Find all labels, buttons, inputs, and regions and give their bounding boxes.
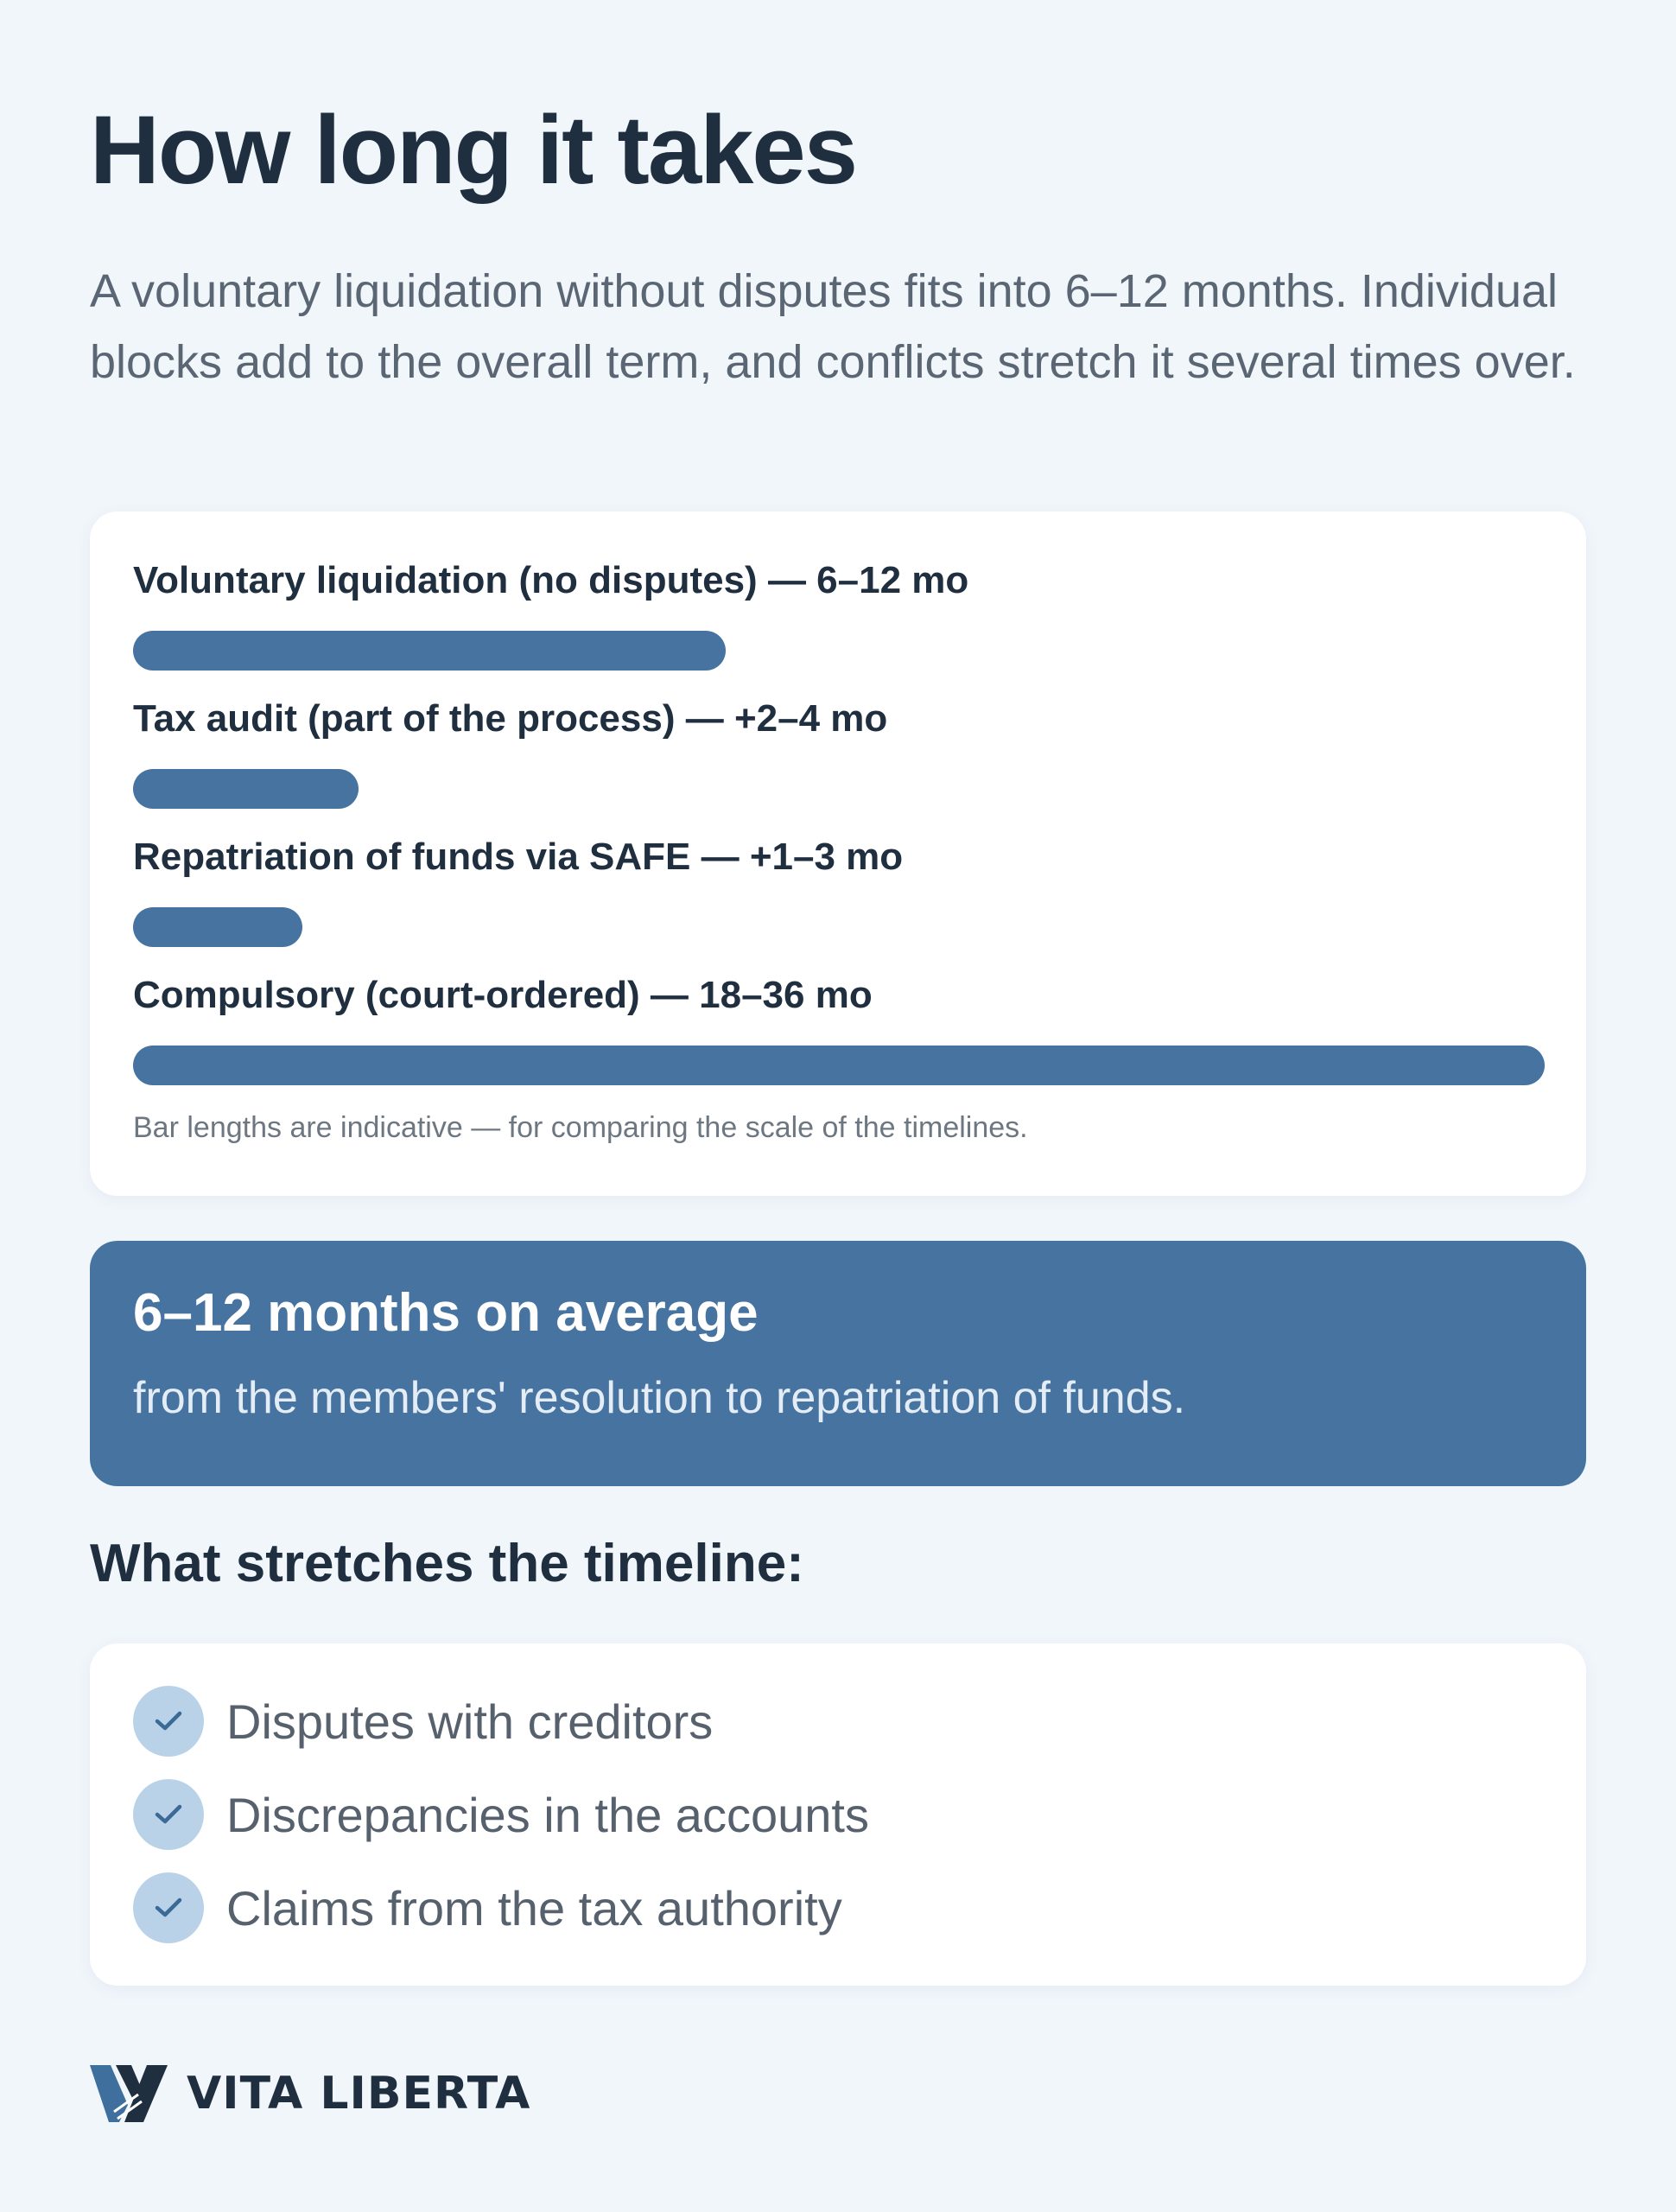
timeline-item [133, 555, 1545, 671]
list-item [133, 1685, 713, 1758]
list-item-text: Claims from the tax authority [226, 1880, 842, 1936]
list-item-text: Disputes with creditors [226, 1694, 714, 1749]
check-icon [133, 1779, 204, 1850]
list-item [133, 1778, 869, 1851]
average-callout-text: from the members' resolution to repatriation of funds. [133, 1373, 1186, 1423]
timeline-bar-track [133, 1046, 1545, 1085]
stretch-heading: What stretches the timeline: [90, 1534, 804, 1593]
timeline-item-label: Repatriation of funds via SAFE — +1–3 mo [133, 836, 904, 878]
page-title: How long it takes [90, 96, 856, 204]
timeline-bar-track [133, 631, 1545, 671]
timeline-note: Bar lengths are indicative — for comparing the scale of the timelines. [133, 1111, 1028, 1144]
intro-text: A voluntary liquidation without disputes fits into 6–12 months. Individual blocks add to the overall term, and conflicts stretch it several times over. [90, 265, 1576, 388]
check-icon [133, 1872, 204, 1943]
stretch-card [90, 1643, 1586, 1986]
timeline-item-label: Compulsory (court-ordered) — 18–36 mo [133, 974, 873, 1016]
timeline-bar-track [133, 769, 1545, 809]
average-callout [90, 1241, 1586, 1486]
average-callout-title: 6–12 months on average [133, 1283, 759, 1343]
list-item-text: Discrepancies in the accounts [226, 1787, 869, 1842]
timeline-bar [133, 769, 359, 809]
timeline-item [133, 693, 1545, 809]
timeline-item-label: Tax audit (part of the process) — +2–4 mo [133, 697, 888, 740]
brand-logo [90, 2063, 530, 2124]
check-icon [133, 1686, 204, 1757]
timeline-bar-track [133, 907, 1545, 947]
vl-logo-mark-icon [90, 2063, 168, 2124]
timeline-bar [133, 631, 726, 671]
list-item [133, 1872, 842, 1944]
timeline-card [90, 512, 1586, 1196]
timeline-bar [133, 1046, 1545, 1085]
timeline-bar [133, 907, 302, 947]
timeline-item [133, 969, 1545, 1085]
timeline-item [133, 831, 1545, 947]
brand-name: VITA LIBERTA [187, 2068, 531, 2120]
timeline-item-label: Voluntary liquidation (no disputes) — 6–12 mo [133, 559, 969, 601]
